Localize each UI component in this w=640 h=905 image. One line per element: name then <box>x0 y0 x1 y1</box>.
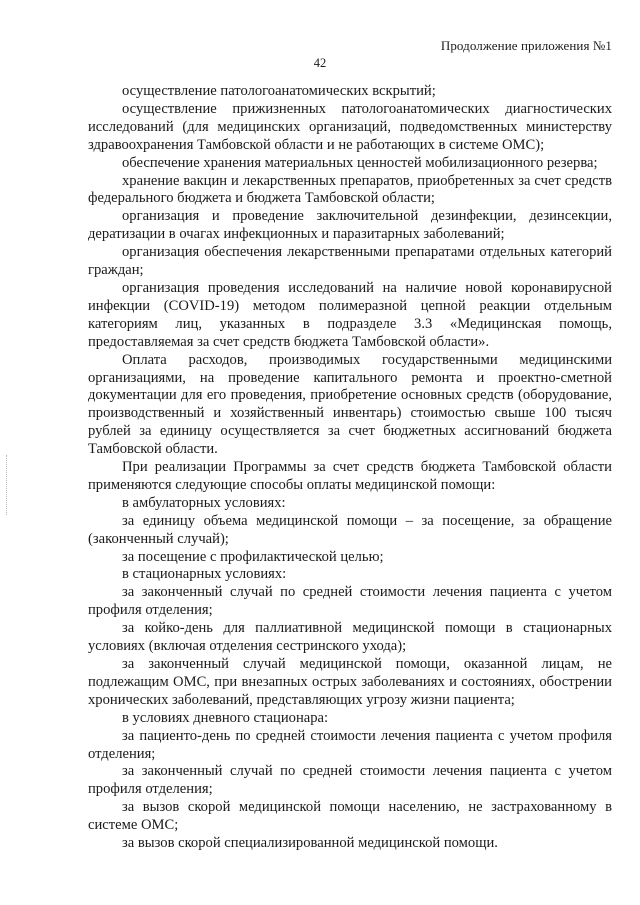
paragraph: обеспечение хранения материальных ценностей мобилизационного резерва; <box>122 154 598 171</box>
margin-scan-mark <box>6 455 8 515</box>
paragraph: за единицу объема медицинской помощи – за посещение, за обращение (законченный случай); <box>88 512 612 547</box>
paragraph: за пациенто-день по средней стоимости лечения пациента с учетом профиля отделения; <box>88 727 612 762</box>
paragraph: за посещение с профилактической целью; <box>122 548 384 565</box>
page-number: 42 <box>313 56 327 70</box>
paragraph: за законченный случай по средней стоимости лечения пациента с учетом профиля отделения; <box>88 763 612 798</box>
paragraph: хранение вакцин и лекарственных препаратов, приобретенных за счет средств федерального бюджета и бюджета Тамбовской области; <box>88 172 612 207</box>
paragraph: в амбулаторных условиях: <box>122 494 286 511</box>
paragraph: организация проведения исследований на наличие новой коронавирусной инфекции (COVID-19) методом полимеразной цепной реакции отдельным категориям лиц, указанных в подразделе 3.3 «Медицинская помощь, предоставляемая за счет средств бюджета Тамбовской области». <box>88 279 612 350</box>
paragraph: осуществление патологоанатомических вскрытий; <box>122 83 436 99</box>
paragraph: за койко-день для паллиативной медицинской помощи в стационарных условиях (включая отделения сестринского ухода); <box>88 620 612 655</box>
paragraph: за законченный случай медицинской помощи, оказанной лицам, не подлежащим ОМС, при внезапных острых заболеваниях и состояниях, обострении хронических заболеваний, представляющих угрозу жизни пациента; <box>88 656 612 708</box>
paragraph: в условиях дневного стационара: <box>122 709 329 726</box>
paragraph: При реализации Программы за счет средств бюджета Тамбовской области применяются следующие способы оплаты медицинской помощи: <box>88 459 612 493</box>
continuation-note: Продолжение приложения №1 <box>440 38 612 53</box>
paragraph: осуществление прижизненных патологоанатомических диагностических исследований (для медицинских организаций, подведомственных министерству здравоохранения Тамбовской области и не работающих в системе ОМС); <box>88 100 612 153</box>
paragraph: за вызов скорой медицинской помощи населению, не застрахованному в системе ОМС; <box>88 799 612 834</box>
paragraph: организация обеспечения лекарственными препаратами отдельных категорий граждан; <box>88 244 612 279</box>
document-body <box>88 83 612 853</box>
paragraph: организация и проведение заключительной дезинфекции, дезинсекции, дератизации в очагах инфекционных и паразитарных заболеваний; <box>88 208 612 243</box>
paragraph: за законченный случай по средней стоимости лечения пациента с учетом профиля отделения; <box>88 584 612 619</box>
paragraph: за вызов скорой специализированной медицинской помощи. <box>122 835 498 852</box>
paragraph: Оплата расходов, производимых государственными медицинскими организациями, на проведение капитального ремонта и проектно-сметной документации для его проведения, приобретение основных средств (оборудование, производственный и хозяйственный инвентарь) стоимостью свыше 100 тысяч рублей за единицу осуществляется за счет бюджетных ассигнований бюджета Тамбовской области. <box>88 351 612 458</box>
paragraph: в стационарных условиях: <box>122 566 287 583</box>
